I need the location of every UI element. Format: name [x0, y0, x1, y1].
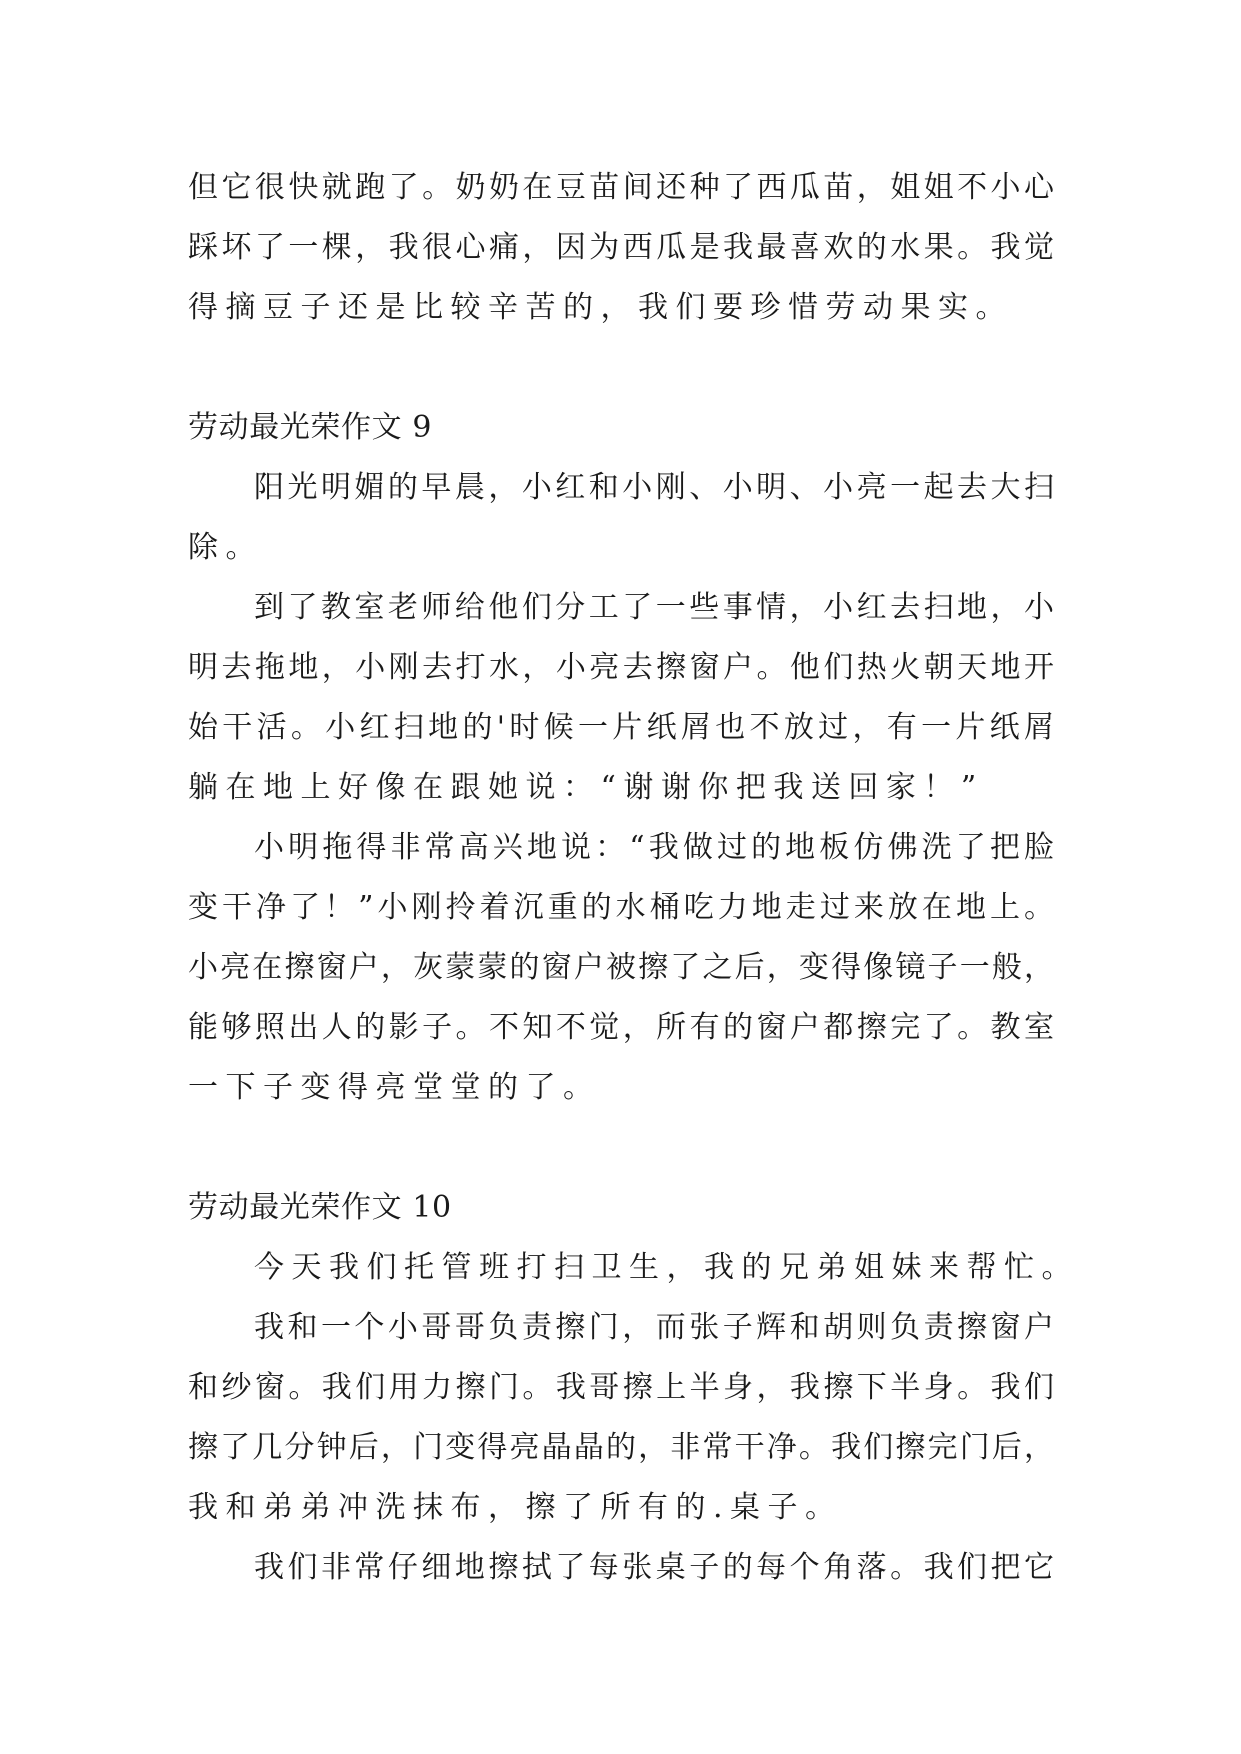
text-line: 我们非常仔细地擦拭了每张桌子的每个角落。我们把它	[254, 1550, 1054, 1585]
paragraph	[188, 1538, 1054, 1598]
document-body	[188, 158, 1079, 1598]
text-line: 一下子变得亮堂堂的了。	[188, 1070, 601, 1105]
section-gap	[188, 1118, 1054, 1178]
text-line: 我和弟弟冲洗抹布，擦了所有的.桌子。	[188, 1490, 843, 1525]
paragraph	[188, 1238, 1079, 1298]
paragraph	[188, 458, 1054, 578]
section-gap	[188, 338, 1054, 398]
paragraph	[188, 818, 1054, 1118]
text-line: 小明拖得非常高兴地说：“我做过的地板仿佛洗了把脸	[254, 830, 1054, 865]
section-heading-9: 劳动最光荣作文 9	[188, 410, 433, 445]
text-line: 和纱窗。我们用力擦门。我哥擦上半身，我擦下半身。我们	[188, 1370, 1054, 1405]
text-line: 躺在地上好像在跟她说：“谢谢你把我送回家！”	[188, 770, 984, 805]
text-line: 小亮在擦窗户，灰蒙蒙的窗户被擦了之后，变得像镜子一般，	[188, 950, 1054, 985]
text-line: 阳光明媚的早晨，小红和小刚、小明、小亮一起去大扫	[254, 470, 1054, 505]
text-line: 始干活。小红扫地的'时候一片纸屑也不放过，有一片纸屑	[188, 710, 1054, 745]
text-line: 但它很快就跑了。奶奶在豆苗间还种了西瓜苗，姐姐不小心	[188, 170, 1054, 205]
section-heading-10: 劳动最光荣作文 10	[188, 1190, 452, 1225]
text-line: 擦了几分钟后，门变得亮晶晶的，非常干净。我们擦完门后，	[188, 1430, 1054, 1465]
paragraph-continued	[188, 158, 1054, 338]
text-line: 除。	[188, 530, 263, 565]
text-line: 踩坏了一棵，我很心痛，因为西瓜是我最喜欢的水果。我觉	[188, 230, 1054, 265]
text-line: 我和一个小哥哥负责擦门，而张子辉和胡则负责擦窗户	[254, 1310, 1054, 1345]
paragraph	[188, 578, 1054, 818]
text-line: 能够照出人的影子。不知不觉，所有的窗户都擦完了。教室	[188, 1010, 1054, 1045]
text-line: 得摘豆子还是比较辛苦的，我们要珍惜劳动果实。	[188, 290, 1013, 325]
text-line: 今天我们托管班打扫卫生，我的兄弟姐妹来帮忙。	[254, 1250, 1079, 1285]
paragraph	[188, 1298, 1054, 1538]
text-line: 变干净了！”小刚拎着沉重的水桶吃力地走过来放在地上。	[188, 890, 1054, 925]
text-line: 到了教室老师给他们分工了一些事情，小红去扫地，小	[254, 590, 1054, 625]
text-line: 明去拖地，小刚去打水，小亮去擦窗户。他们热火朝天地开	[188, 650, 1054, 685]
